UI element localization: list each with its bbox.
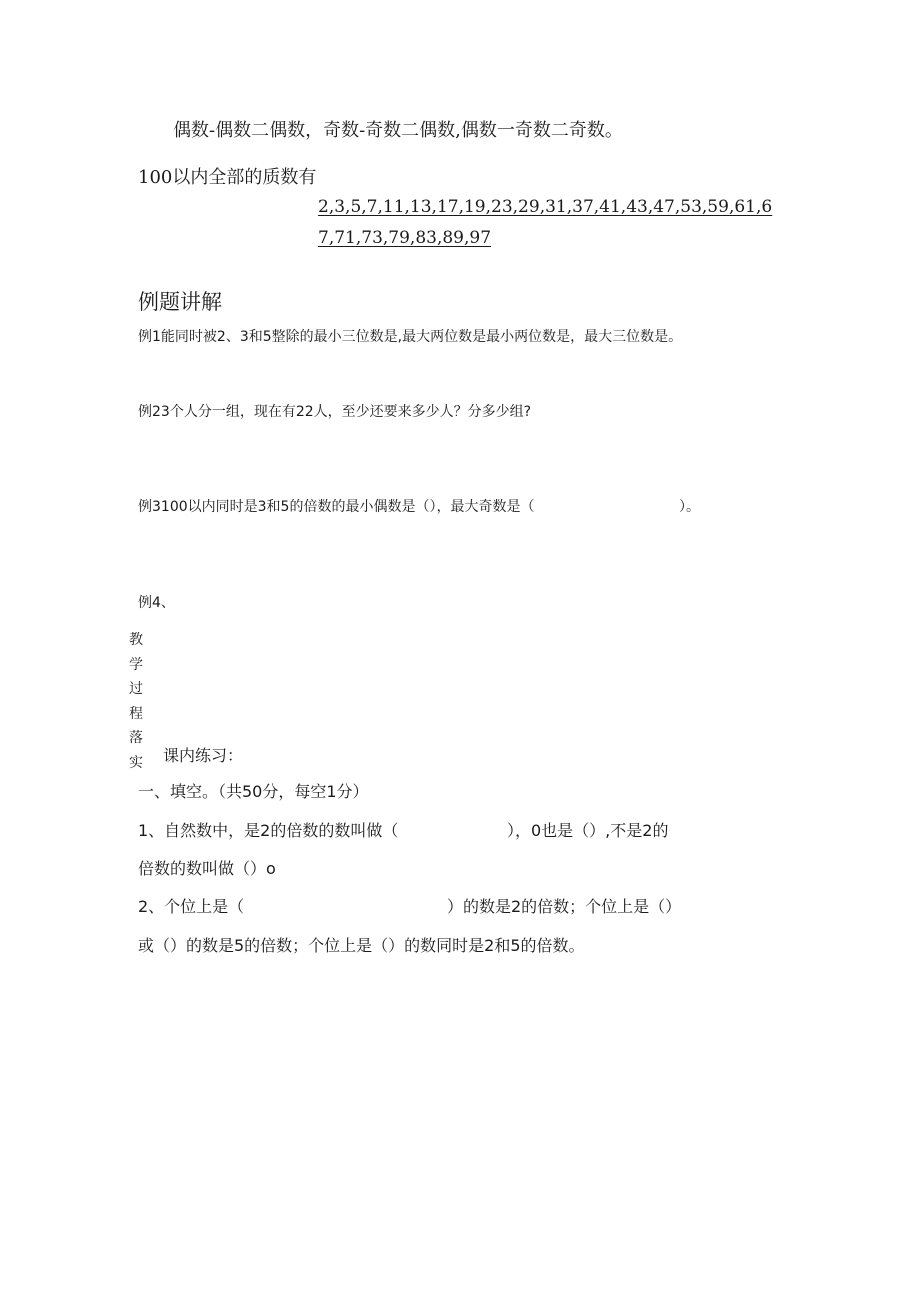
question-2-start: 2、个位上是（ <box>138 897 245 916</box>
practice-title: 课内练习： <box>163 746 244 765</box>
example-1: 例1能同时被2、3和5整除的最小三位数是,最大两位数是最小两位数是，最大三位数是。 <box>138 329 683 345</box>
side-label-char: 实 <box>129 754 143 771</box>
primes-list-line-2: 7,71,73,79,83,89,97 <box>318 228 492 248</box>
question-1-start: 1、自然数中，是2的倍数的数叫做（ <box>138 821 399 840</box>
parity-rule-line: 偶数-偶数二偶数，奇数-奇数二偶数,偶数一奇数二奇数。 <box>173 120 623 141</box>
question-1-end: 倍数的数叫做（）o <box>138 859 276 878</box>
question-2-end: 或（）的数是5的倍数；个位上是（）的数同时是2和5的倍数。 <box>138 936 585 955</box>
example-4: 例4、 <box>138 595 175 611</box>
side-label-char: 落 <box>129 730 143 746</box>
section-title: 例题讲解 <box>138 290 222 314</box>
example-2: 例23个人分一组，现在有22人，至少还要来多少人？分多少组? <box>138 404 532 420</box>
side-label-char: 过 <box>129 681 143 697</box>
question-2-middle: ）的数是2的倍数；个位上是（） <box>447 897 682 916</box>
part-1-title: 一、填空。（共50分，每空1分） <box>138 782 369 801</box>
primes-intro: 100以内全部的质数有 <box>138 167 317 188</box>
side-label-char: 学 <box>129 656 143 673</box>
primes-list-line-1: 2,3,5,7,11,13,17,19,23,29,31,37,41,43,47,53,59,61,6 <box>318 197 773 217</box>
example-3-start: 例3100以内同时是3和5的倍数的最小偶数是（），最大奇数是（ <box>138 499 535 515</box>
side-label-vertical <box>129 628 145 775</box>
example-3-end: ）。 <box>679 499 700 515</box>
side-label-char: 教 <box>129 632 143 648</box>
side-label-char: 程 <box>129 705 143 722</box>
question-1-middle: ），0也是（）,不是2的 <box>507 821 669 840</box>
